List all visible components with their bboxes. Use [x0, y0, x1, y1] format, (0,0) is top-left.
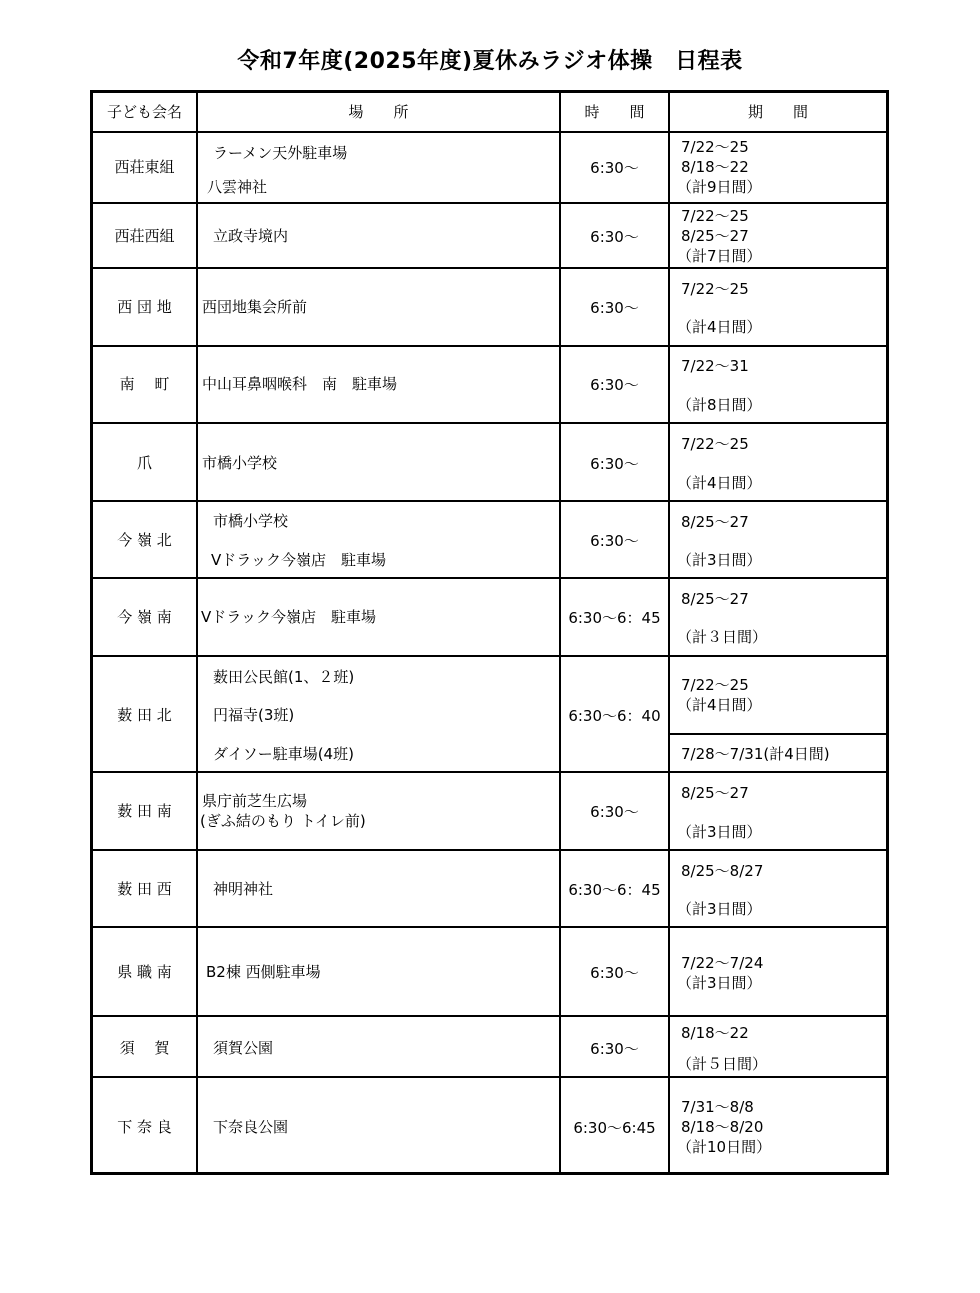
table-divider — [93, 926, 886, 928]
group-name: 南 町 — [119, 375, 170, 393]
period-text: 7/22～25 — [681, 435, 749, 453]
group-name: 薮 田 西 — [117, 880, 172, 898]
period-text: 7/22～31 — [681, 357, 749, 375]
place-text: (ぎふ結のもり トイレ前) — [200, 812, 366, 830]
group-name: 薮 田 南 — [117, 802, 172, 820]
time-text: 6:30～ — [590, 455, 639, 473]
group-name: 県 職 南 — [117, 963, 172, 981]
period-text: 7/28～7/31(計4日間) — [681, 745, 830, 763]
place-text: 八雲神社 — [207, 178, 268, 196]
table-divider — [93, 500, 886, 502]
period-text: 7/22～25 — [681, 676, 749, 694]
period-text: （計3日間） — [677, 900, 762, 918]
header-period: 期 間 — [747, 103, 808, 121]
place-text: 神明神社 — [213, 880, 274, 898]
table-divider — [93, 422, 886, 424]
place-text: Vドラック今嶺店 駐車場 — [211, 551, 386, 569]
table-divider — [668, 93, 670, 1172]
group-name: 西 団 地 — [117, 298, 172, 316]
table-divider — [669, 733, 886, 735]
period-text: 8/18～8/20 — [681, 1118, 764, 1136]
place-text: 立政寺境内 — [213, 227, 289, 245]
place-text: 市橋小学校 — [202, 454, 278, 472]
group-name: 須 賀 — [119, 1039, 170, 1057]
table-divider — [93, 1015, 886, 1017]
place-text: 下奈良公園 — [213, 1118, 289, 1136]
table-divider — [93, 267, 886, 269]
place-text: ダイソー駐車場(4班) — [213, 745, 354, 763]
time-text: 6:30～6：45 — [568, 881, 661, 899]
period-text: 7/22～25 — [681, 207, 749, 225]
table-divider — [93, 771, 886, 773]
table-divider — [93, 655, 886, 657]
place-text: 西団地集会所前 — [202, 298, 308, 316]
group-name: 今 嶺 北 — [117, 531, 172, 549]
period-text: （計4日間） — [677, 318, 762, 336]
table-divider — [196, 93, 198, 1172]
time-text: 6:30～6：40 — [568, 707, 661, 725]
group-name: 爪 — [136, 454, 152, 472]
time-text: 6:30～ — [590, 803, 639, 821]
period-text: （計4日間） — [677, 474, 762, 492]
period-text: 7/22～7/24 — [681, 954, 764, 972]
place-text: 県庁前芝生広場 — [202, 792, 308, 810]
table-divider — [93, 577, 886, 579]
table-divider — [93, 1076, 886, 1078]
table-divider — [93, 345, 886, 347]
group-name: 西荘西組 — [114, 227, 175, 245]
time-text: 6:30～ — [590, 228, 639, 246]
period-text: 7/31～8/8 — [681, 1098, 754, 1116]
period-text: 8/25～27 — [681, 513, 749, 531]
time-text: 6:30～ — [590, 1040, 639, 1058]
period-text: 8/18～22 — [681, 158, 749, 176]
time-text: 6:30～6：45 — [568, 609, 661, 627]
period-text: （計3日間） — [677, 974, 762, 992]
place-text: 中山耳鼻咽喉科 南 駐車場 — [202, 375, 398, 393]
time-text: 6:30～ — [590, 376, 639, 394]
schedule-table — [90, 90, 889, 1175]
period-text: （計4日間） — [677, 696, 762, 714]
period-text: （計５日間） — [677, 1055, 768, 1073]
group-name: 西荘東組 — [114, 158, 175, 176]
page-title: 令和7年度(2025年度)夏休みラジオ体操 日程表 — [237, 49, 743, 74]
place-text: 薮田公民館(1、２班) — [213, 668, 355, 686]
group-name: 今 嶺 南 — [117, 608, 172, 626]
place-text: 円福寺(3班) — [213, 706, 295, 724]
time-text: 6:30～ — [590, 532, 639, 550]
table-divider — [93, 202, 886, 204]
period-text: （計3日間） — [677, 551, 762, 569]
table-divider — [93, 131, 886, 133]
group-name: 薮 田 北 — [117, 706, 172, 724]
time-text: 6:30～ — [590, 964, 639, 982]
period-text: （計8日間） — [677, 396, 762, 414]
header-place: 場 所 — [348, 103, 409, 121]
time-text: 6:30～ — [590, 299, 639, 317]
time-text: 6:30～ — [590, 159, 639, 177]
period-text: （計9日間） — [677, 178, 762, 196]
period-text: （計7日間） — [677, 247, 762, 265]
period-text: 8/25～27 — [681, 590, 749, 608]
period-text: 8/25～27 — [681, 227, 749, 245]
place-text: 市橋小学校 — [213, 512, 289, 530]
period-text: （計3日間） — [677, 823, 762, 841]
time-text: 6:30～6:45 — [573, 1119, 656, 1137]
period-text: 8/25～8/27 — [681, 862, 764, 880]
period-text: （計10日間） — [677, 1138, 772, 1156]
period-text: 7/22～25 — [681, 280, 749, 298]
period-text: 8/25～27 — [681, 784, 749, 802]
period-text: 8/18～22 — [681, 1024, 749, 1042]
place-text: 須賀公園 — [213, 1039, 274, 1057]
group-name: 下 奈 良 — [117, 1118, 172, 1136]
table-divider — [559, 93, 561, 1172]
header-time: 時 間 — [584, 103, 645, 121]
header-group: 子ども会名 — [106, 103, 182, 121]
place-text: Vドラック今嶺店 駐車場 — [201, 608, 376, 626]
period-text: 7/22～25 — [681, 138, 749, 156]
period-text: （計３日間） — [677, 628, 768, 646]
place-text: ラーメン天外駐車場 — [213, 144, 348, 162]
table-divider — [93, 849, 886, 851]
place-text: B2棟 西側駐車場 — [206, 963, 321, 981]
